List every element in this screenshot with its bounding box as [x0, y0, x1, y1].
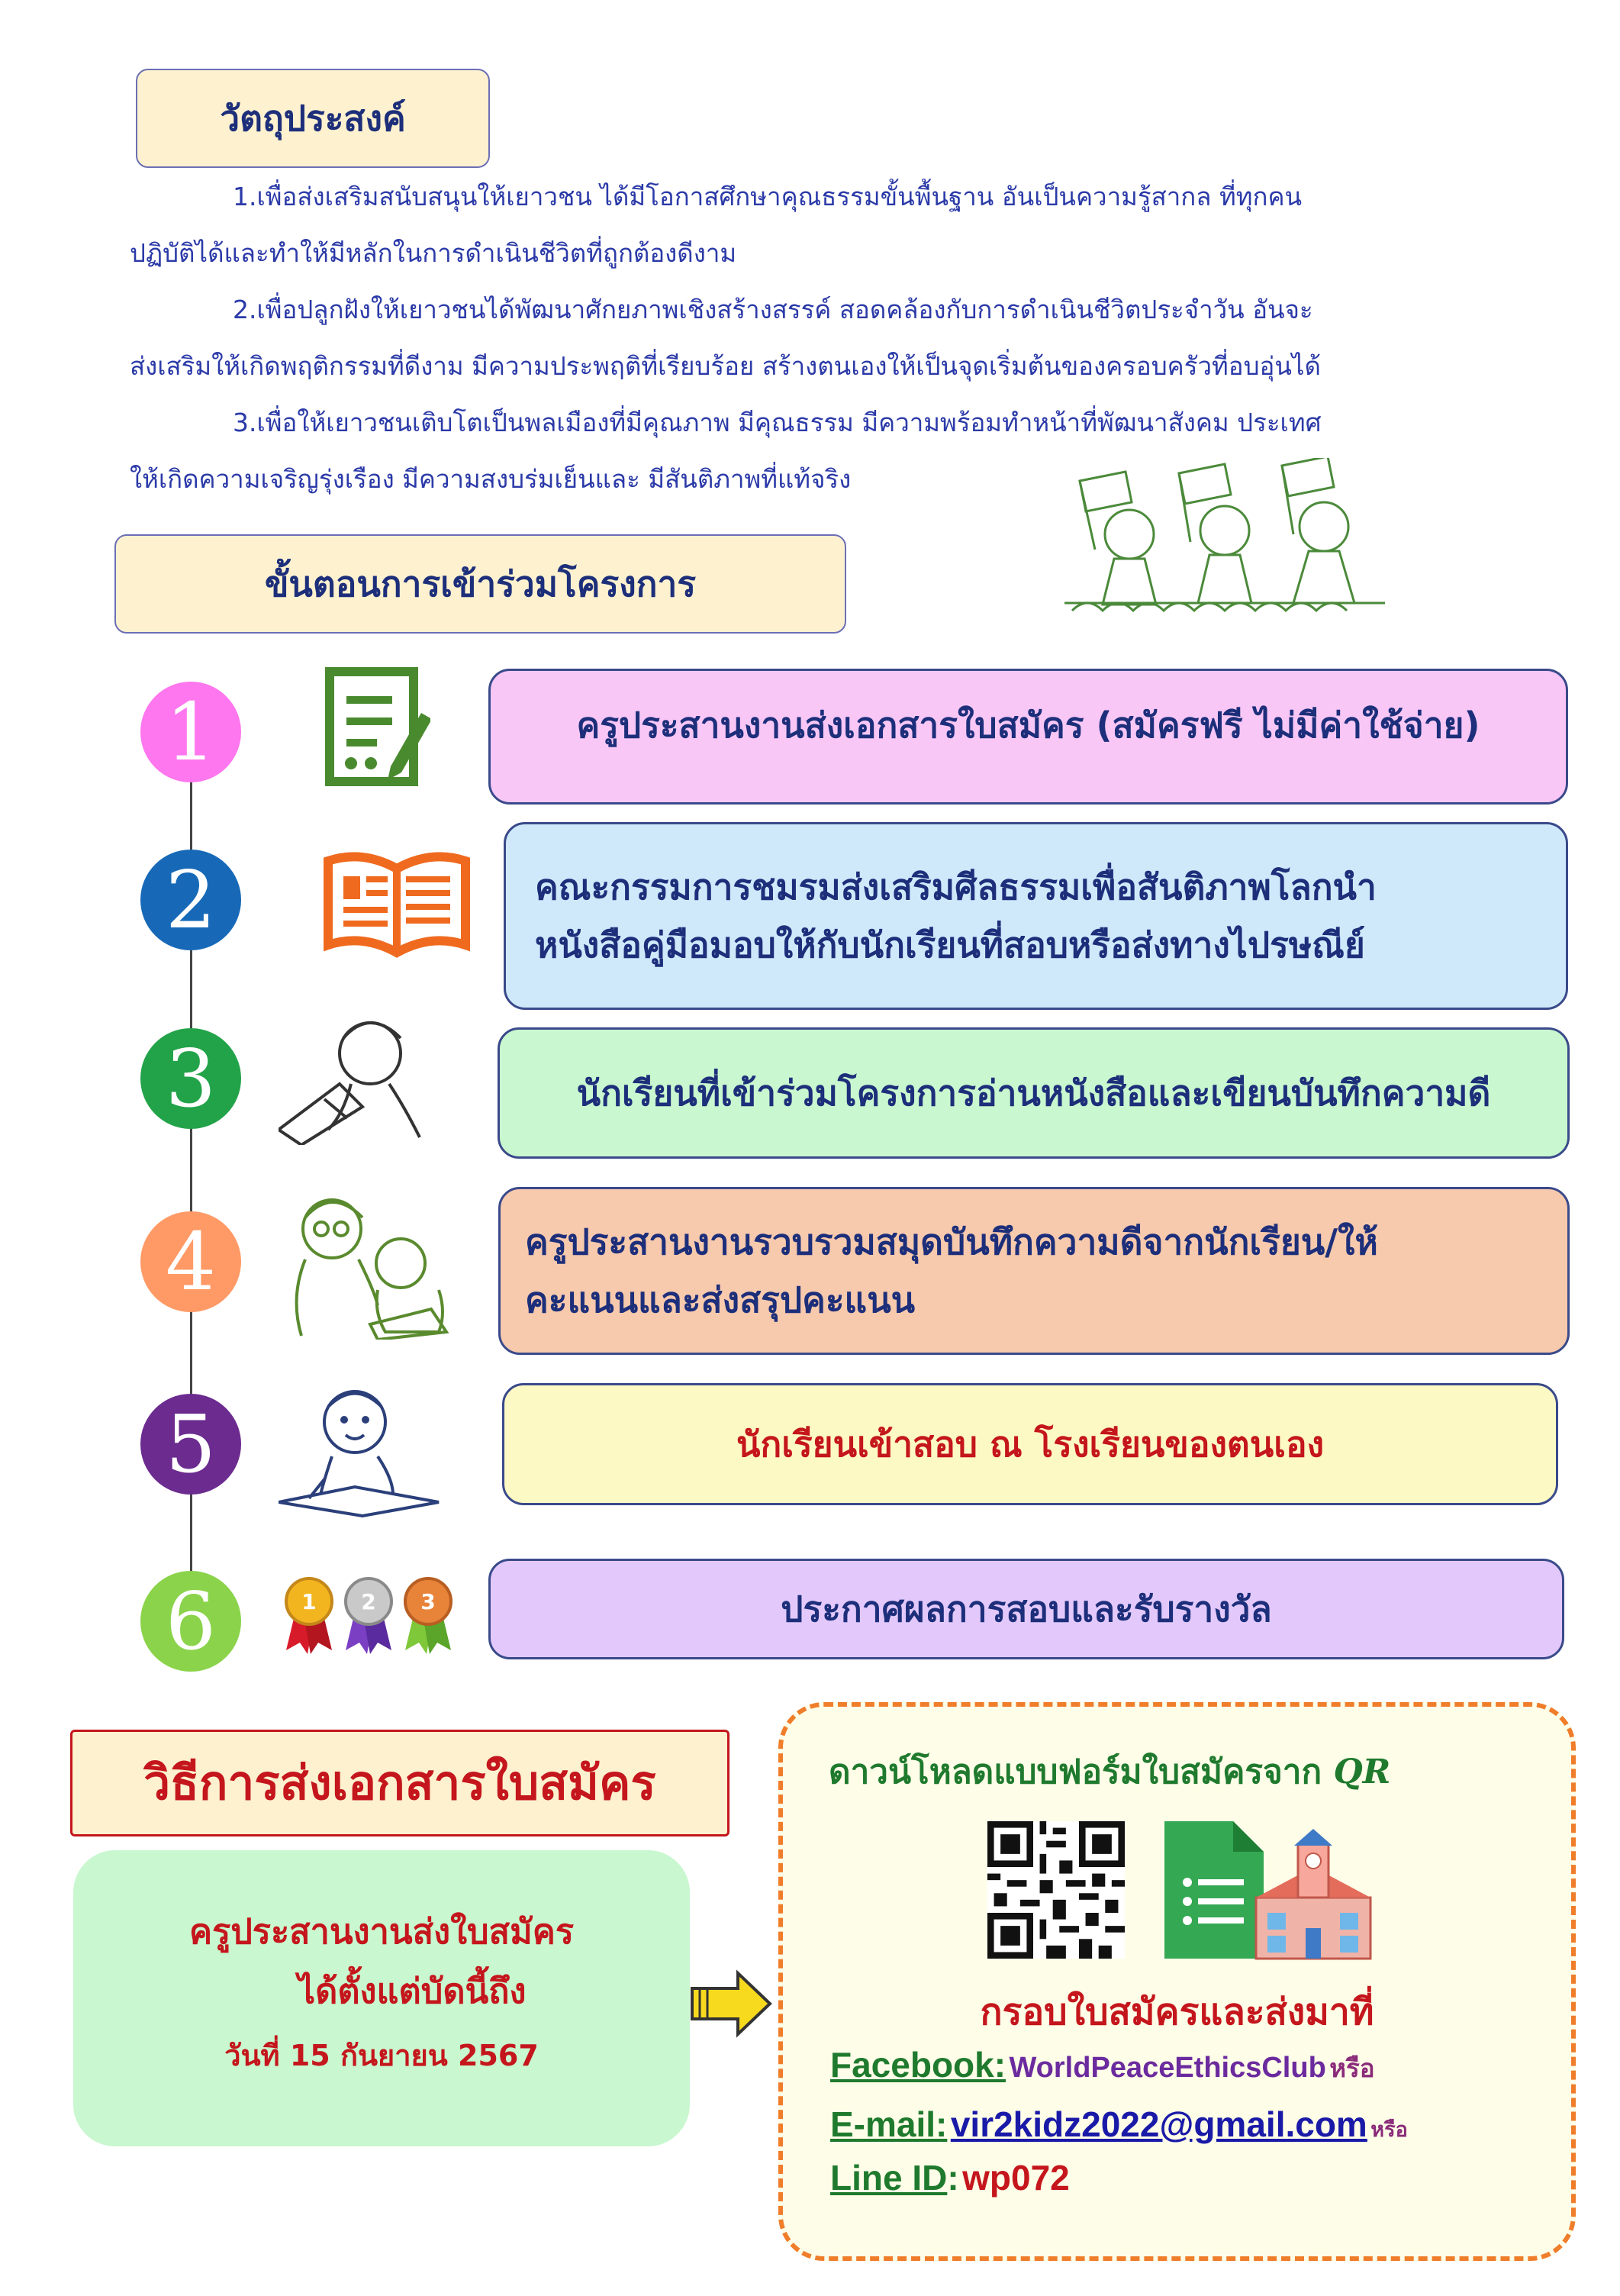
objectives-title: วัตถุประสงค์ [220, 97, 406, 139]
step-4-line-2: คะแนนและส่งสรุปคะแนน [525, 1279, 916, 1321]
step-5-text: นักเรียนเข้าสอบ ณ โรงเรียนของตนเอง [736, 1424, 1325, 1465]
step-2-box [504, 822, 1568, 1010]
line-id-label: Line ID [830, 2158, 948, 2198]
step-2-number-text: 2 [165, 853, 217, 946]
line-id-colon: : [947, 2158, 959, 2198]
submission-line-2: ได้ตั้งแต่บัดนี้ถึง [298, 1971, 527, 2011]
step-1-number-text: 1 [165, 685, 217, 779]
download-title-qr: QR [1333, 1753, 1391, 1791]
google-forms-school-icon [1149, 1814, 1378, 1966]
step-5-box [502, 1383, 1558, 1505]
objective-2-line-2: ส่งเสริมให้เกิดพฤติกรรมที่ดีงาม มีความประพฤติที่เรียบร้อย สร้างตนเองให้เป็นจุดเริ่มต้นของครอบครัวที่อบอุ่นได้ [130, 351, 1321, 381]
step-3-number-text: 3 [165, 1032, 217, 1125]
objective-item-1 [130, 182, 1503, 269]
step-4-number-text: 4 [165, 1215, 217, 1308]
email-value[interactable]: vir2kidz2022@gmail.com [950, 2104, 1367, 2144]
qr-code-graphic [987, 1821, 1125, 1959]
line-id-value[interactable]: wp072 [962, 2158, 1070, 2198]
child-writing-illustration [279, 1380, 446, 1517]
step-4-box [498, 1187, 1570, 1355]
facebook-line [830, 2044, 1375, 2088]
qr-code[interactable] [987, 1821, 1125, 1959]
submission-title: วิธีการส่งเอกสารใบสมัคร [143, 1755, 656, 1811]
step-1-number [140, 682, 241, 782]
facebook-label: Facebook: [830, 2045, 1006, 2085]
steps-title: ขั้นตอนการเข้าร่วมโครงการ [264, 563, 697, 605]
step-6-box [488, 1559, 1564, 1659]
svg-text:1: 1 [301, 1589, 317, 1614]
teacher-student-illustration [271, 1187, 454, 1340]
download-title [829, 1745, 1390, 1798]
line-id-line [830, 2157, 1070, 2198]
submission-line-3: วันที่ 15 กันยายน 2567 [224, 2039, 539, 2072]
submission-line-1: ครูประสานงานส่งใบสมัคร [188, 1911, 575, 1952]
step-2-number [140, 850, 241, 950]
open-book-icon [320, 846, 473, 960]
send-heading: กรอบใบสมัครและส่งมาที่ [980, 1991, 1374, 2033]
step-1-text: ครูประสานงานส่งเอกสารใบสมัคร (สมัครฟรี ไม่มีค่าใช้จ่าย) [576, 705, 1480, 746]
step-4-number [140, 1211, 241, 1312]
objectives-list [130, 182, 1503, 495]
svg-text:2: 2 [361, 1589, 376, 1614]
arrow-right-icon [689, 1969, 773, 2038]
step-6-number [140, 1571, 241, 1672]
step-3-text: นักเรียนที่เข้าร่วมโครงการอ่านหนังสือและเขียนบันทึกความดี [576, 1072, 1491, 1114]
svg-text:3: 3 [420, 1589, 436, 1614]
objective-2-line-1: 2.เพื่อปลูกฝังให้เยาวชนได้พัฒนาศักยภาพเชิงสร้างสรรค์ สอดคล้องกับการดำเนินชีวิตประจำวัน อันจะ [233, 295, 1313, 324]
step-5-number [140, 1394, 241, 1495]
objective-item-2 [130, 295, 1503, 382]
objective-3-line-2: ให้เกิดความเจริญรุ่งเรือง มีความสงบร่มเย็นและ มีสันติภาพที่แท้จริง [130, 464, 852, 494]
steps-heading [114, 534, 846, 634]
step-6-number-text: 6 [165, 1575, 217, 1668]
step-2-line-2: หนังสือคู่มือมอบให้กับนักเรียนที่สอบหรือส่งทางไปรษณีย์ [535, 924, 1365, 966]
download-contact-box [778, 1702, 1576, 2261]
child-reading-illustration [279, 1008, 446, 1145]
download-title-text: ดาวน์โหลดแบบฟอร์มใบสมัครจาก [829, 1753, 1334, 1791]
step-2-line-1: คณะกรรมการชมรมส่งเสริมศีลธรรมเพื่อสันติภาพโลกนำ [535, 866, 1377, 908]
step-6-text: ประกาศผลการสอบและรับรางวัล [781, 1588, 1272, 1630]
email-label: E-mail: [830, 2104, 948, 2144]
submission-deadline-box [73, 1850, 690, 2146]
objectives-heading [136, 69, 490, 168]
objective-3-line-1: 3.เพื่อให้เยาวชนเติบโตเป็นพลเมืองที่มีคุณภาพ มีคุณธรรม มีความพร้อมทำหน้าที่พัฒนาสังคม ประเทศ [233, 408, 1322, 437]
email-line [830, 2104, 1408, 2146]
step-1-box [488, 669, 1568, 805]
submission-heading [70, 1730, 729, 1836]
step-3-number [140, 1028, 241, 1129]
email-or: หรือ [1370, 2118, 1408, 2141]
objective-1-line-2: ปฏิบัติได้และทำให้มีหลักในการดำเนินชีวิตที่ถูกต้องดีงาม [130, 238, 737, 268]
step-5-number-text: 5 [165, 1398, 217, 1491]
kids-with-flags-illustration [1064, 458, 1385, 634]
facebook-value[interactable]: WorldPeaceEthicsClub [1009, 2052, 1326, 2084]
medals-icon [279, 1574, 458, 1658]
objective-1-line-1: 1.เพื่อส่งเสริมสนับสนุนให้เยาวชน ได้มีโอกาสศึกษาคุณธรรมขั้นพื้นฐาน อันเป็นความรู้สากล ที่ทุกคน [233, 182, 1303, 211]
form-pencil-icon [324, 666, 430, 788]
facebook-or: หรือ [1329, 2054, 1375, 2082]
step-4-line-1: ครูประสานงานรวบรวมสมุดบันทึกความดีจากนักเรียน/ให้ [525, 1221, 1378, 1262]
step-3-box [498, 1027, 1570, 1159]
